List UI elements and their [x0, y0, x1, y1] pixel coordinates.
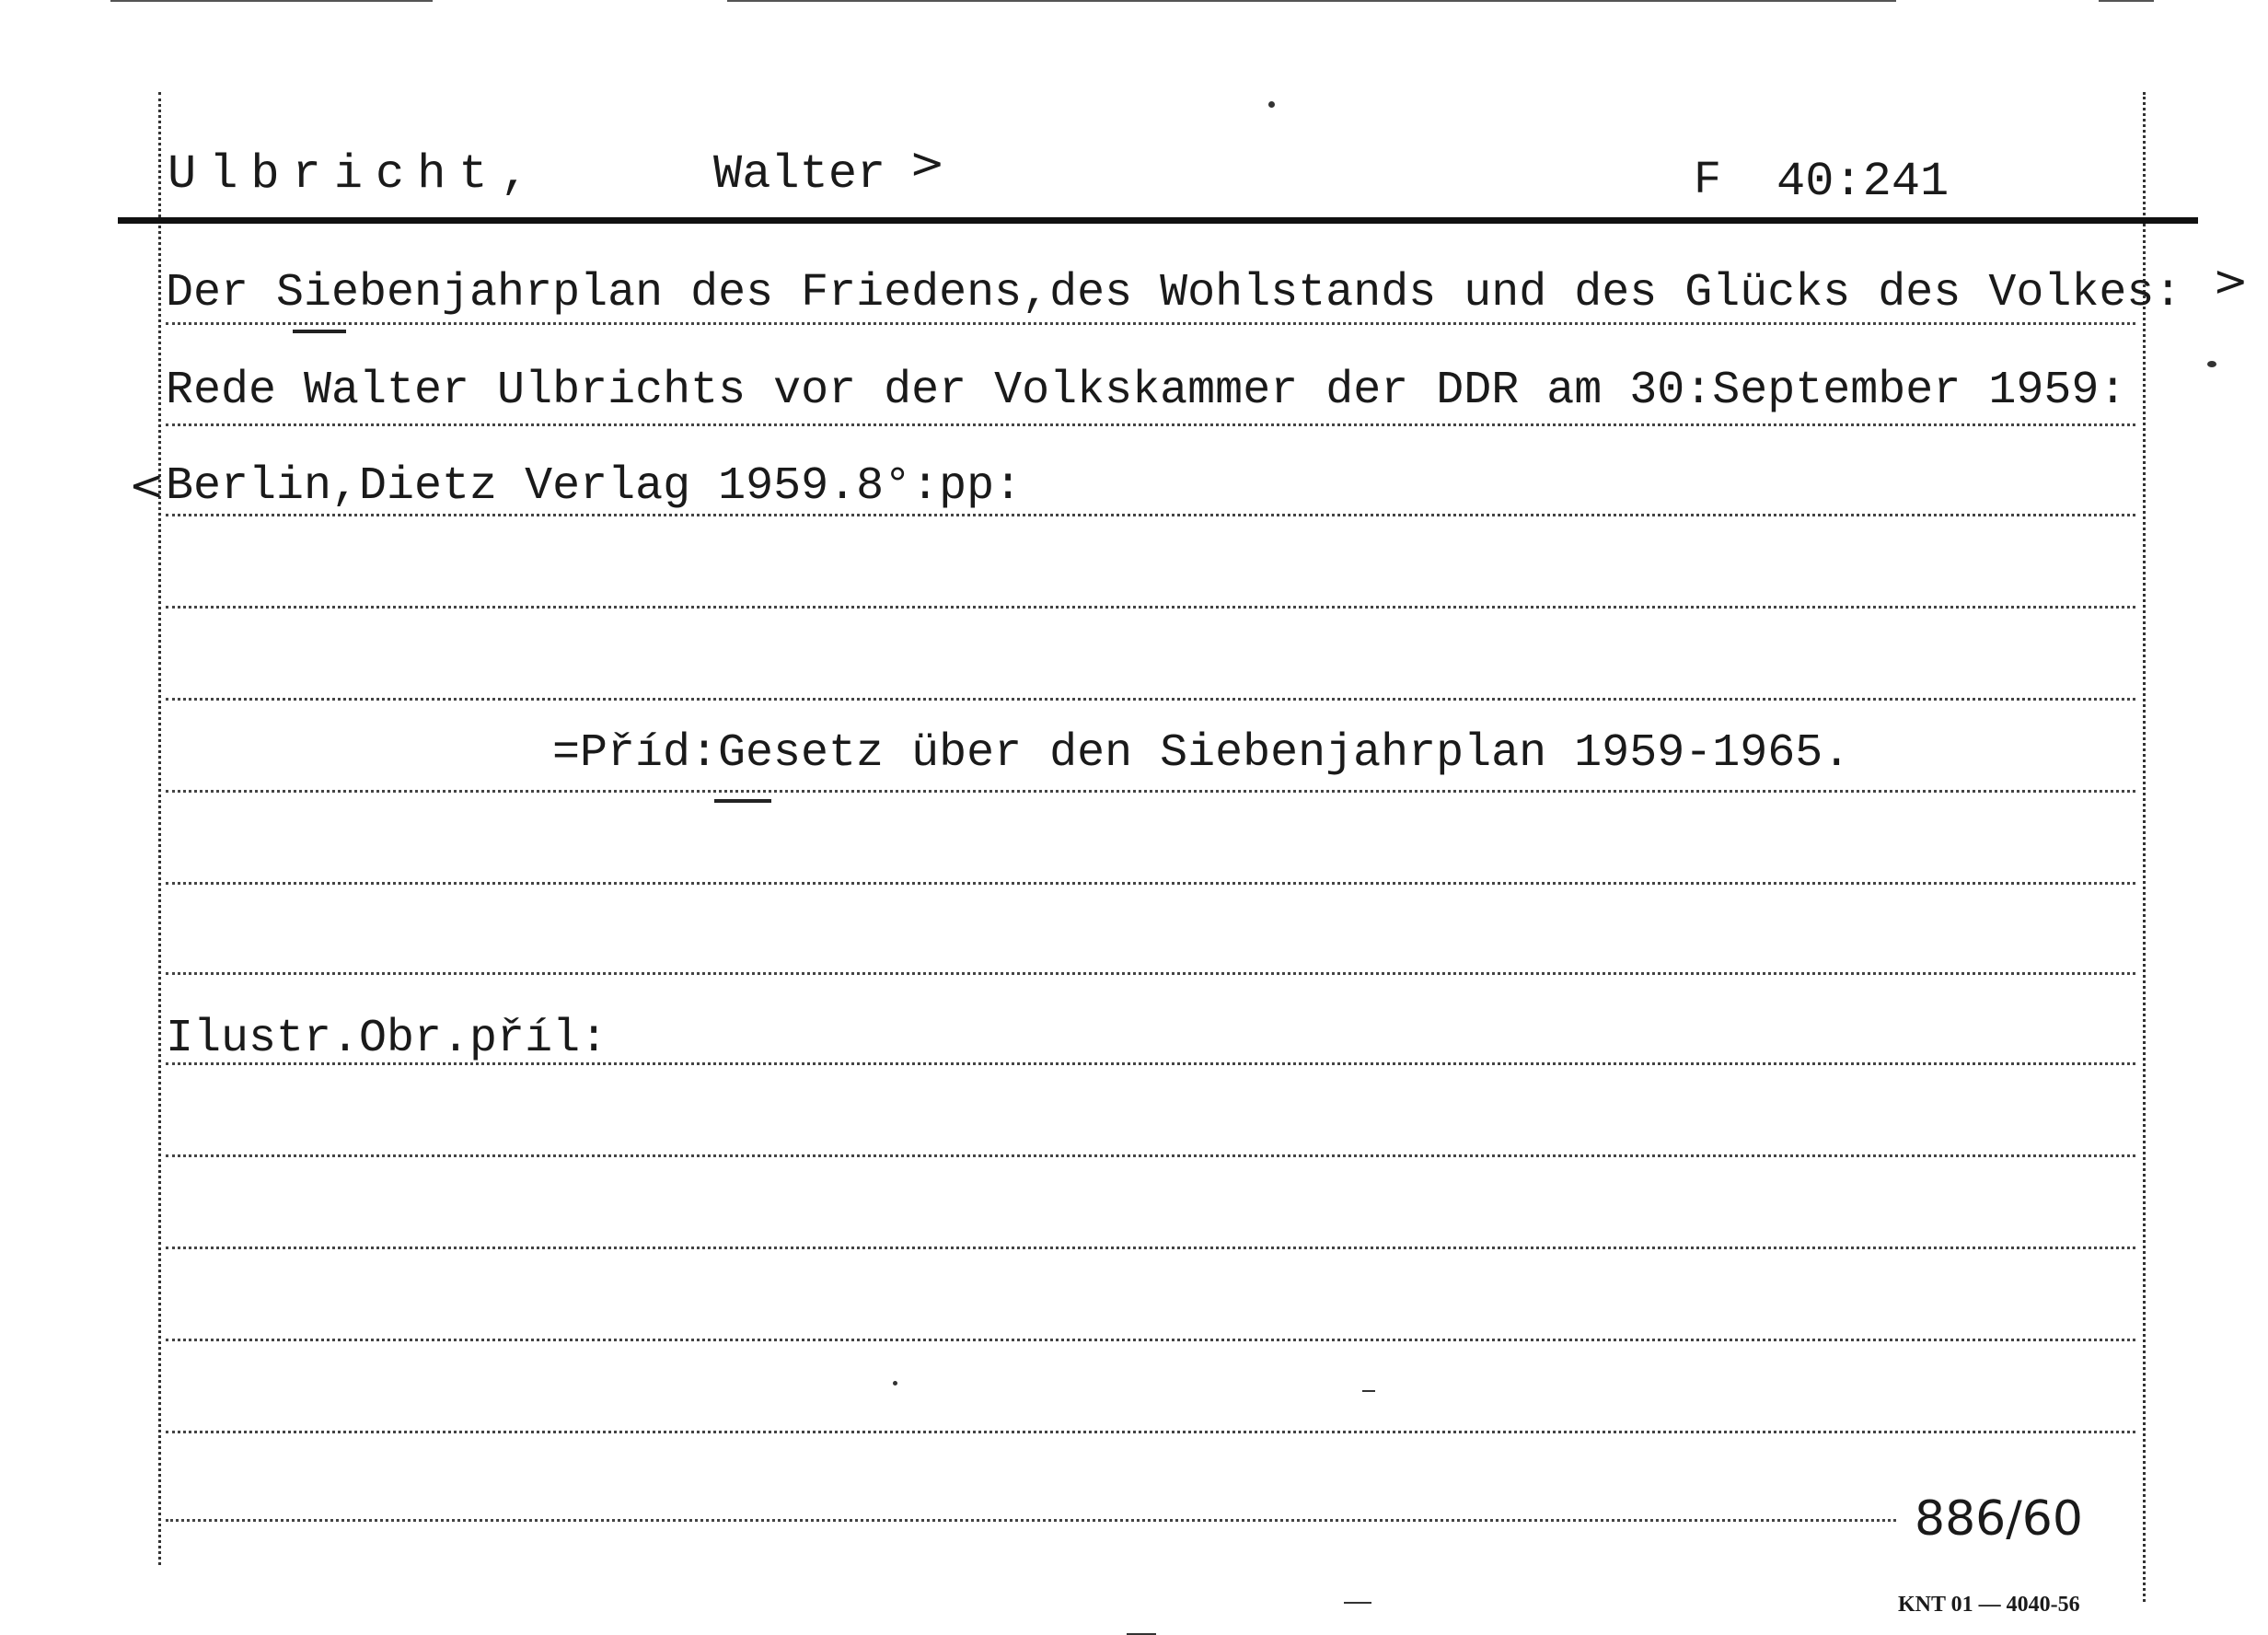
ruled-line	[166, 514, 2135, 516]
top-edge-line	[727, 0, 1896, 2]
supplement-note: =Příd:Gesetz über den Siebenjahrplan 1959-1965.	[552, 727, 1851, 780]
top-edge-line	[2099, 0, 2154, 2]
ruled-line	[166, 1154, 2135, 1157]
ruled-line	[166, 1339, 2135, 1341]
ruled-line	[166, 972, 2135, 975]
heading-rule	[118, 217, 2198, 224]
scan-speck	[1362, 1390, 1375, 1392]
correction-underline	[293, 330, 346, 333]
author-given-name: Walter	[713, 147, 886, 202]
imprint-line: Berlin,Dietz Verlag 1959.8°:pp:	[166, 460, 1023, 513]
top-edge-line	[110, 0, 433, 2]
ruled-line	[166, 606, 2135, 609]
scan-speck	[2207, 361, 2216, 367]
ruled-line	[166, 790, 2135, 793]
left-margin-dotted-rule	[158, 92, 161, 1565]
shelf-prefix: F	[1694, 155, 1722, 207]
subtitle-line: Rede Walter Ulbrichts vor der Volkskammer der DDR am 30:September 1959:	[166, 365, 2127, 417]
scan-speck	[1268, 101, 1275, 108]
correction-underline	[714, 799, 771, 803]
illustrations-note: Ilustr.Obr.příl:	[166, 1013, 608, 1065]
scan-speck	[893, 1381, 897, 1386]
form-code: KNT 01 — 4040-56	[1898, 1593, 2080, 1617]
shelf-number: 40:241	[1776, 155, 1950, 209]
scan-speck	[1344, 1602, 1371, 1604]
ruled-line	[166, 1519, 1896, 1522]
author-surname: Ulbricht,	[168, 147, 542, 202]
ruled-line	[166, 698, 2135, 701]
ruled-line	[166, 882, 2135, 885]
ruled-line	[166, 1431, 2135, 1433]
ruled-line	[166, 423, 2135, 426]
ruled-line	[166, 1247, 2135, 1249]
accession-number: 886/60	[1915, 1491, 2083, 1547]
ruled-line	[166, 322, 2135, 325]
author-insert-mark: >	[909, 138, 945, 188]
imprint-insert-mark: <	[129, 460, 165, 510]
title-line: Der Siebenjahrplan des Friedens,des Wohlstands und des Glücks des Volkes:	[166, 267, 2182, 319]
title-insert-mark: >	[2213, 256, 2249, 306]
